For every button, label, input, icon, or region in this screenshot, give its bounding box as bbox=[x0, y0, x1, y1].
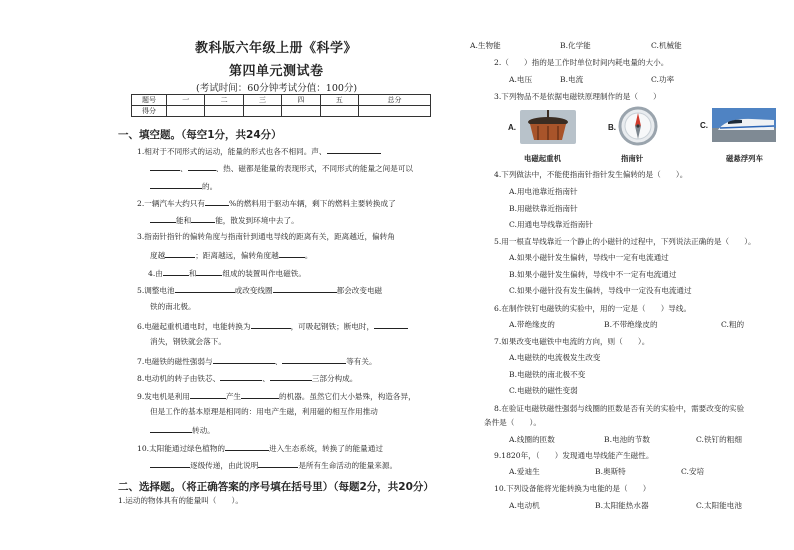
question-1-line1: 1.相对于不同形式的运动，能量的形式也各不相同。声、 bbox=[137, 145, 381, 157]
question-9-line3: 转动。 bbox=[150, 424, 215, 436]
q1-option-b[interactable]: B.化学能 bbox=[560, 41, 591, 50]
answer-blank[interactable] bbox=[165, 249, 195, 258]
q8-option-c[interactable]: C.铁钉的粗细 bbox=[696, 435, 742, 444]
question-10-line2: 逐级传递，由此说明 是所有生命活动的能量来源。 bbox=[150, 459, 397, 471]
q3-letter-b[interactable]: B. bbox=[608, 123, 616, 132]
question-6-line1: 6.电磁起重机通电时，电能转换为 ，可吸起钢铁；断电时， bbox=[137, 320, 408, 332]
section2-question-1: 1.运动的物体具有的能量叫（ ）。 bbox=[118, 496, 243, 505]
answer-blank[interactable] bbox=[220, 372, 262, 381]
answer-blank[interactable] bbox=[251, 320, 291, 329]
maglev-train-image[interactable] bbox=[712, 108, 776, 142]
right-question-8-line1: 8.在验证电磁铁磁性强弱与线圈的匝数是否有关的实验中，需要改变的实验 bbox=[494, 404, 745, 413]
answer-blank[interactable] bbox=[374, 320, 408, 329]
question-2-line2: 能和 能，散发到环境中去了。 bbox=[150, 214, 299, 226]
q3-letter-c[interactable]: C. bbox=[700, 121, 708, 130]
q10-option-a[interactable]: A.电动机 bbox=[509, 501, 540, 510]
question-10-line1: 10.太阳能通过绿色植物的 进入生态系统，转换了的能量通过 bbox=[137, 444, 383, 453]
crane-image[interactable] bbox=[520, 110, 576, 144]
q8-option-b[interactable]: B.电池的节数 bbox=[604, 435, 650, 444]
answer-blank[interactable] bbox=[213, 355, 275, 364]
compass-image[interactable] bbox=[618, 106, 658, 146]
exam-subtitle: 第四单元测试卷 bbox=[229, 64, 324, 79]
score-table-col: 四 bbox=[282, 95, 320, 106]
score-table-col: 五 bbox=[320, 95, 358, 106]
q6-option-a[interactable]: A.带绝缘皮的 bbox=[509, 320, 555, 329]
q5-option-c[interactable]: C.如果小磁针没有发生偏转，导线中一定没有电流通过 bbox=[509, 286, 692, 295]
answer-blank[interactable] bbox=[327, 145, 381, 154]
right-question-10: 10.下列设备能将光能转换为电能的是（ ） bbox=[494, 484, 651, 493]
answer-blank[interactable] bbox=[270, 372, 312, 381]
right-question-6: 6.在制作铁钉电磁铁的实验中，用的一定是（ ）导线。 bbox=[494, 304, 692, 313]
question-1-line3: 的。 bbox=[150, 180, 217, 192]
question-7: 7.电磁铁的磁性强弱与 、 等有关。 bbox=[137, 357, 377, 366]
answer-blank[interactable] bbox=[205, 197, 229, 206]
answer-blank[interactable] bbox=[175, 284, 235, 293]
score-cell[interactable] bbox=[320, 106, 358, 117]
q9-option-c[interactable]: C.安培 bbox=[681, 467, 705, 476]
right-question-7: 7.如果改变电磁铁中电流的方向，则（ ）。 bbox=[494, 337, 650, 346]
score-cell[interactable] bbox=[282, 106, 320, 117]
q7-option-c[interactable]: C.电磁铁的磁性变弱 bbox=[509, 386, 578, 395]
right-question-4: 4.下列做法中，不能使指南针指针发生偏转的是（ ）。 bbox=[494, 170, 688, 179]
q10-option-c[interactable]: C.太阳能电池 bbox=[696, 501, 742, 510]
answer-blank[interactable] bbox=[150, 424, 192, 433]
q2-option-c[interactable]: C.功率 bbox=[651, 75, 675, 84]
right-question-5: 5.用一根直导线靠近一个静止的小磁针的过程中，下列说法正确的是（ ）。 bbox=[494, 237, 756, 246]
q6-option-c[interactable]: C.粗的 bbox=[721, 320, 745, 329]
answer-blank[interactable] bbox=[150, 180, 202, 189]
q3-caption-b: 指南针 bbox=[621, 154, 644, 163]
exam-title: 教科版六年级上册《科学》 bbox=[195, 41, 358, 56]
score-cell[interactable] bbox=[358, 106, 430, 117]
score-cell[interactable] bbox=[205, 106, 243, 117]
answer-blank[interactable] bbox=[225, 442, 269, 451]
score-cell[interactable] bbox=[243, 106, 281, 117]
q9-option-a[interactable]: A.爱迪生 bbox=[509, 467, 540, 476]
q4-option-c[interactable]: C.用通电导线靠近指南针 bbox=[509, 220, 593, 229]
answer-blank[interactable] bbox=[273, 284, 337, 293]
section1-heading: 一、填空题。（每空1分，共24分） bbox=[118, 129, 282, 141]
q9-option-b[interactable]: B.奥斯特 bbox=[595, 467, 626, 476]
question-1-line2: 、 、热、磁都是能量的表现形式，不同形式的能量之间是可以 bbox=[150, 162, 413, 174]
answer-blank[interactable] bbox=[241, 390, 279, 399]
q2-option-a[interactable]: A.电压 bbox=[509, 75, 533, 84]
question-6-line2: 消失，钢铁就会落下。 bbox=[150, 337, 226, 346]
question-3-line1: 3.指南针指针的偏转角度与指南针到通电导线的距离有关，距离越近，偏转角 bbox=[137, 232, 395, 241]
answer-blank[interactable] bbox=[196, 267, 222, 276]
question-5-line1: 5.调整电池 或改变线圈 都会改变电磁 bbox=[137, 286, 383, 295]
q4-option-a[interactable]: A.用电池靠近指南针 bbox=[509, 187, 578, 196]
right-question-3: 3.下列物品不是依据电磁铁原理制作的是（ ） bbox=[494, 92, 661, 101]
answer-blank[interactable] bbox=[150, 162, 180, 171]
q4-option-b[interactable]: B.用磁铁靠近指南针 bbox=[509, 204, 578, 213]
q6-option-b[interactable]: B.不带绝缘皮的 bbox=[604, 320, 658, 329]
q7-option-a[interactable]: A.电磁铁的电流极发生改变 bbox=[509, 353, 601, 362]
score-table-col: 三 bbox=[243, 95, 281, 106]
q5-option-a[interactable]: A.如果小磁针发生偏转，导线中一定有电流通过 bbox=[509, 253, 669, 262]
section2-heading: 二、选择题。（将正确答案的序号填在括号里）（每题2分，共20分） bbox=[118, 481, 434, 493]
answer-blank[interactable] bbox=[191, 214, 215, 223]
answer-blank[interactable] bbox=[190, 390, 226, 399]
score-table-col: 一 bbox=[167, 95, 205, 106]
score-table-header-row bbox=[132, 95, 431, 106]
q3-caption-a: 电磁起重机 bbox=[524, 154, 561, 163]
q3-caption-c: 磁悬浮列车 bbox=[726, 154, 763, 163]
score-table-row-header: 得分 bbox=[132, 106, 167, 117]
right-question-8-line2: 条件是（ ）。 bbox=[484, 418, 541, 427]
question-8: 8.电动机的转子由铁芯、 、 三部分构成。 bbox=[137, 374, 358, 383]
answer-blank[interactable] bbox=[150, 459, 190, 468]
question-2-line1: 2.一辆汽车大约只有 %的燃料用于驱动车辆，剩下的燃料主要转换成了 bbox=[137, 199, 396, 208]
right-question-2: 2.（ ）指的是工作时单位时间内耗电量的大小。 bbox=[494, 58, 669, 67]
q5-option-b[interactable]: B.如果小磁针发生偏转，导线中不一定有电流通过 bbox=[509, 270, 677, 279]
right-question-9: 9.1820年，（ ）发现通电导线能产生磁性。 bbox=[494, 451, 654, 460]
question-5-line2: 铁的南北极。 bbox=[150, 302, 196, 311]
answer-blank[interactable] bbox=[163, 267, 189, 276]
score-cell[interactable] bbox=[167, 106, 205, 117]
question-3-line2: 度越 ；距离越远，偏转角度越 。 bbox=[150, 251, 313, 260]
question-9-line1: 9.发电机是利用 产生 的机器。虽然它们大小悬殊，构造各异， bbox=[137, 392, 416, 401]
answer-blank[interactable] bbox=[150, 214, 176, 223]
q8-option-a[interactable]: A.线圈的匝数 bbox=[509, 435, 555, 444]
exam-info: (考试时间：60分钟考试分值：100分) bbox=[196, 83, 358, 94]
score-table bbox=[131, 94, 431, 117]
q10-option-b[interactable]: B.太阳能热水器 bbox=[595, 501, 649, 510]
q1-option-a[interactable]: A.生物能 bbox=[470, 41, 501, 50]
answer-blank[interactable] bbox=[188, 162, 216, 171]
q2-option-b[interactable]: B.电流 bbox=[560, 75, 584, 84]
q3-letter-a[interactable]: A. bbox=[508, 123, 516, 132]
question-4: 4.由 和 组成的装置叫作电磁铁。 bbox=[148, 269, 306, 278]
answer-blank[interactable] bbox=[279, 249, 305, 258]
score-table-col: 二 bbox=[205, 95, 243, 106]
score-table-score-row bbox=[132, 106, 431, 117]
score-table-col: 总分 bbox=[358, 95, 430, 106]
answer-blank[interactable] bbox=[282, 355, 346, 364]
score-table-row-header: 题号 bbox=[132, 95, 167, 106]
answer-blank[interactable] bbox=[258, 459, 298, 468]
question-9-line2: 但是工作的基本原理是相同的：用电产生磁，利用磁的相互作用推动 bbox=[150, 407, 378, 416]
q1-option-c[interactable]: C.机械能 bbox=[651, 41, 682, 50]
q7-option-b[interactable]: B.电磁铁的南北极不变 bbox=[509, 370, 586, 379]
